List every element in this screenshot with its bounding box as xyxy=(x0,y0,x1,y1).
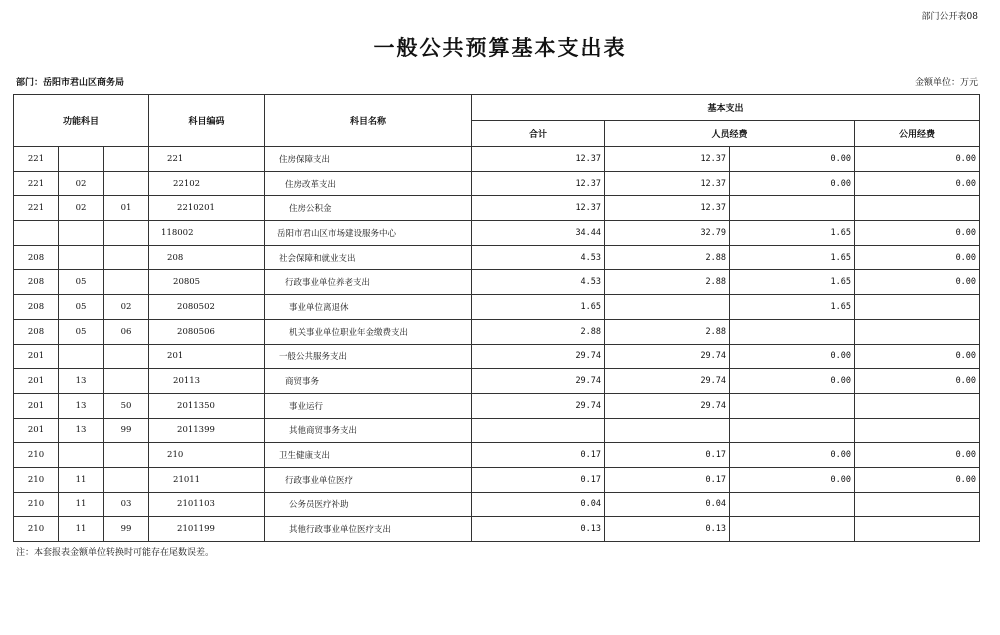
subject-name-cell: 岳阳市君山区市场建设服务中心 xyxy=(265,221,472,246)
subject-name-cell: 住房改革支出 xyxy=(265,171,472,196)
func-sub-cell xyxy=(104,344,149,369)
func-sub-cell: 03 xyxy=(104,492,149,517)
extra-cell xyxy=(855,295,980,320)
table-row xyxy=(14,344,980,369)
subject-name-cell: 社会保障和就业支出 xyxy=(265,245,472,270)
public-cell xyxy=(730,517,855,542)
public-cell: 0.00 xyxy=(730,467,855,492)
total-cell: 0.17 xyxy=(472,467,605,492)
func-item-cell xyxy=(59,147,104,172)
func-class-cell: 208 xyxy=(14,295,59,320)
extra-cell xyxy=(855,196,980,221)
subject-code-cell: 221 xyxy=(149,147,265,172)
subject-code-cell: 118002 xyxy=(149,221,265,246)
subject-name-cell: 其他商贸事务支出 xyxy=(265,418,472,443)
extra-cell: 0.00 xyxy=(855,147,980,172)
table-row xyxy=(14,418,980,443)
report-number: 部门公开表08 xyxy=(921,12,978,22)
total-cell: 12.37 xyxy=(472,147,605,172)
header-public: 公用经费 xyxy=(855,121,980,147)
subject-name-cell: 住房保障支出 xyxy=(265,147,472,172)
func-class-cell: 210 xyxy=(14,467,59,492)
subject-name-cell: 一般公共服务支出 xyxy=(265,344,472,369)
extra-cell xyxy=(855,319,980,344)
personnel-cell: 29.74 xyxy=(605,369,730,394)
extra-cell xyxy=(855,517,980,542)
public-cell xyxy=(730,492,855,517)
total-cell: 0.04 xyxy=(472,492,605,517)
total-cell: 0.13 xyxy=(472,517,605,542)
personnel-cell xyxy=(605,418,730,443)
public-cell: 1.65 xyxy=(730,245,855,270)
subject-name-cell: 事业运行 xyxy=(265,393,472,418)
subject-code-cell: 20113 xyxy=(149,369,265,394)
public-cell: 0.00 xyxy=(730,344,855,369)
extra-cell: 0.00 xyxy=(855,221,980,246)
extra-cell: 0.00 xyxy=(855,171,980,196)
table-row xyxy=(14,221,980,246)
subject-code-cell: 2011350 xyxy=(149,393,265,418)
budget-table xyxy=(13,94,980,542)
func-class-cell: 208 xyxy=(14,270,59,295)
func-sub-cell: 50 xyxy=(104,393,149,418)
unit-label: 金额单位：万元 xyxy=(914,78,978,88)
subject-name-cell: 卫生健康支出 xyxy=(265,443,472,468)
func-sub-cell xyxy=(104,245,149,270)
header-total: 合计 xyxy=(472,121,605,147)
subject-name-cell: 事业单位离退休 xyxy=(265,295,472,320)
subject-name-cell: 商贸事务 xyxy=(265,369,472,394)
table-row xyxy=(14,369,980,394)
personnel-cell: 0.04 xyxy=(605,492,730,517)
subject-code-cell: 21011 xyxy=(149,467,265,492)
func-item-cell: 11 xyxy=(59,517,104,542)
header-subject-code: 科目编码 xyxy=(149,95,265,147)
personnel-cell: 0.17 xyxy=(605,467,730,492)
subject-code-cell: 201 xyxy=(149,344,265,369)
public-cell: 1.65 xyxy=(730,270,855,295)
subject-name-cell: 机关事业单位职业年金缴费支出 xyxy=(265,319,472,344)
total-cell: 29.74 xyxy=(472,393,605,418)
public-cell: 1.65 xyxy=(730,221,855,246)
header-personnel: 人员经费 xyxy=(605,121,855,147)
extra-cell: 0.00 xyxy=(855,344,980,369)
personnel-cell: 2.88 xyxy=(605,245,730,270)
func-item-cell xyxy=(59,221,104,246)
func-class-cell: 210 xyxy=(14,443,59,468)
personnel-cell: 12.37 xyxy=(605,196,730,221)
total-cell: 34.44 xyxy=(472,221,605,246)
func-sub-cell: 06 xyxy=(104,319,149,344)
func-item-cell: 13 xyxy=(59,369,104,394)
subject-code-cell: 2080502 xyxy=(149,295,265,320)
personnel-cell xyxy=(605,295,730,320)
func-item-cell xyxy=(59,245,104,270)
total-cell: 12.37 xyxy=(472,196,605,221)
func-sub-cell: 02 xyxy=(104,295,149,320)
table-row xyxy=(14,517,980,542)
extra-cell: 0.00 xyxy=(855,270,980,295)
total-cell: 4.53 xyxy=(472,245,605,270)
func-sub-cell xyxy=(104,221,149,246)
total-cell: 29.74 xyxy=(472,369,605,394)
extra-cell: 0.00 xyxy=(855,369,980,394)
header-func-subject: 功能科目 xyxy=(14,95,149,147)
footnote: 注：本套报表金额单位转换时可能存在尾数误差。 xyxy=(16,548,215,558)
func-class-cell: 210 xyxy=(14,492,59,517)
extra-cell: 0.00 xyxy=(855,245,980,270)
func-class-cell xyxy=(14,221,59,246)
subject-name-cell: 其他行政事业单位医疗支出 xyxy=(265,517,472,542)
personnel-cell: 2.88 xyxy=(605,319,730,344)
func-class-cell: 208 xyxy=(14,319,59,344)
func-item-cell: 05 xyxy=(59,319,104,344)
table-row xyxy=(14,270,980,295)
table-row xyxy=(14,171,980,196)
public-cell: 0.00 xyxy=(730,171,855,196)
subject-name-cell: 住房公积金 xyxy=(265,196,472,221)
subject-name-cell: 行政事业单位养老支出 xyxy=(265,270,472,295)
public-cell xyxy=(730,196,855,221)
func-class-cell: 221 xyxy=(14,171,59,196)
extra-cell: 0.00 xyxy=(855,467,980,492)
department-label: 部门：岳阳市君山区商务局 xyxy=(16,78,125,88)
func-sub-cell xyxy=(104,369,149,394)
func-class-cell: 201 xyxy=(14,393,59,418)
table-row xyxy=(14,492,980,517)
table-row xyxy=(14,467,980,492)
personnel-cell: 12.37 xyxy=(605,147,730,172)
func-item-cell: 13 xyxy=(59,393,104,418)
header-subject-name: 科目名称 xyxy=(265,95,472,147)
personnel-cell: 0.13 xyxy=(605,517,730,542)
func-item-cell xyxy=(59,344,104,369)
extra-cell xyxy=(855,418,980,443)
func-item-cell: 11 xyxy=(59,492,104,517)
subject-name-cell: 行政事业单位医疗 xyxy=(265,467,472,492)
public-cell: 1.65 xyxy=(730,295,855,320)
func-sub-cell xyxy=(104,443,149,468)
total-cell: 2.88 xyxy=(472,319,605,344)
public-cell: 0.00 xyxy=(730,147,855,172)
func-sub-cell: 01 xyxy=(104,196,149,221)
total-cell: 4.53 xyxy=(472,270,605,295)
page-title: 一般公共预算基本支出表 xyxy=(373,35,627,60)
subject-code-cell: 2101199 xyxy=(149,517,265,542)
personnel-cell: 0.17 xyxy=(605,443,730,468)
table-row xyxy=(14,319,980,344)
func-item-cell: 02 xyxy=(59,196,104,221)
func-item-cell: 13 xyxy=(59,418,104,443)
table-row xyxy=(14,147,980,172)
table-row xyxy=(14,245,980,270)
func-sub-cell: 99 xyxy=(104,517,149,542)
func-class-cell: 201 xyxy=(14,369,59,394)
subject-name-cell: 公务员医疗补助 xyxy=(265,492,472,517)
extra-cell xyxy=(855,492,980,517)
public-cell xyxy=(730,418,855,443)
func-sub-cell xyxy=(104,147,149,172)
func-item-cell: 05 xyxy=(59,295,104,320)
func-sub-cell xyxy=(104,467,149,492)
func-item-cell: 11 xyxy=(59,467,104,492)
total-cell: 12.37 xyxy=(472,171,605,196)
func-sub-cell xyxy=(104,270,149,295)
subject-code-cell: 2101103 xyxy=(149,492,265,517)
table-body xyxy=(14,147,980,542)
subject-code-cell: 2210201 xyxy=(149,196,265,221)
extra-cell xyxy=(855,393,980,418)
func-class-cell: 221 xyxy=(14,147,59,172)
extra-cell: 0.00 xyxy=(855,443,980,468)
table-row xyxy=(14,295,980,320)
func-class-cell: 201 xyxy=(14,344,59,369)
subject-code-cell: 210 xyxy=(149,443,265,468)
subject-code-cell: 2080506 xyxy=(149,319,265,344)
func-sub-cell: 99 xyxy=(104,418,149,443)
func-item-cell xyxy=(59,443,104,468)
func-sub-cell xyxy=(104,171,149,196)
table-row xyxy=(14,196,980,221)
subject-code-cell: 208 xyxy=(149,245,265,270)
table-row xyxy=(14,393,980,418)
subject-code-cell: 2011399 xyxy=(149,418,265,443)
func-item-cell: 05 xyxy=(59,270,104,295)
public-cell: 0.00 xyxy=(730,369,855,394)
func-class-cell: 208 xyxy=(14,245,59,270)
func-class-cell: 210 xyxy=(14,517,59,542)
total-cell: 0.17 xyxy=(472,443,605,468)
personnel-cell: 29.74 xyxy=(605,344,730,369)
personnel-cell: 29.74 xyxy=(605,393,730,418)
personnel-cell: 32.79 xyxy=(605,221,730,246)
total-cell: 1.65 xyxy=(472,295,605,320)
func-class-cell: 201 xyxy=(14,418,59,443)
personnel-cell: 2.88 xyxy=(605,270,730,295)
public-cell: 0.00 xyxy=(730,443,855,468)
public-cell xyxy=(730,319,855,344)
subject-code-cell: 20805 xyxy=(149,270,265,295)
total-cell: 29.74 xyxy=(472,344,605,369)
public-cell xyxy=(730,393,855,418)
total-cell xyxy=(472,418,605,443)
table-row xyxy=(14,443,980,468)
func-item-cell: 02 xyxy=(59,171,104,196)
personnel-cell: 12.37 xyxy=(605,171,730,196)
subject-code-cell: 22102 xyxy=(149,171,265,196)
func-class-cell: 221 xyxy=(14,196,59,221)
header-basic-expense: 基本支出 xyxy=(472,95,980,121)
